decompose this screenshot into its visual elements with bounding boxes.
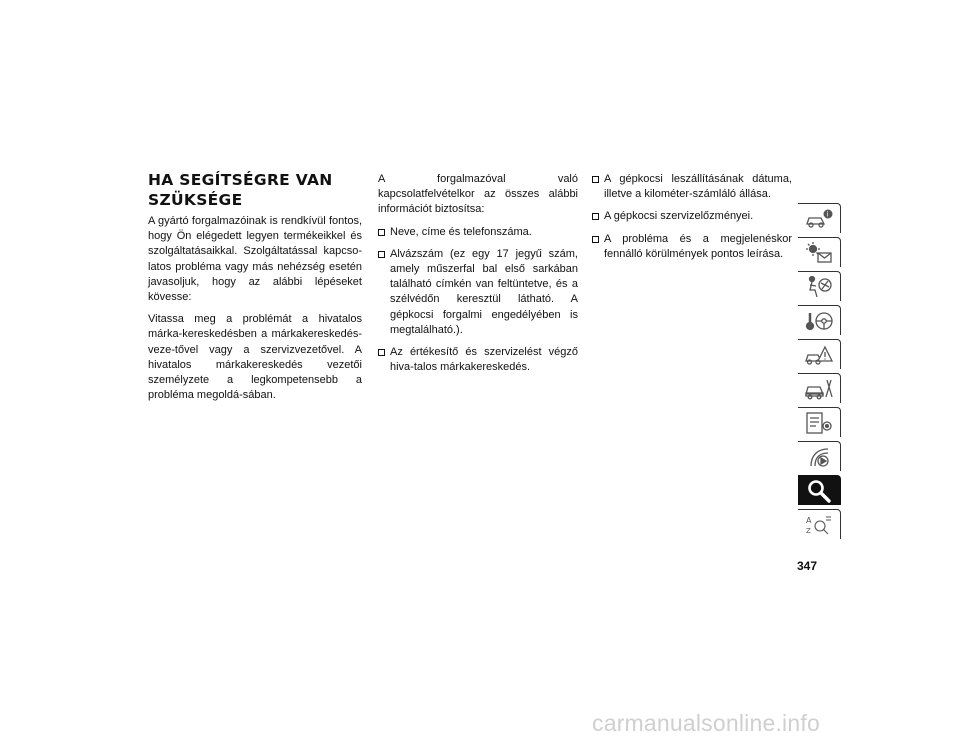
checkbox-bullet-icon xyxy=(592,236,599,243)
list-item: A gépkocsi leszállításának dátuma, illetve a kilométer-számláló állása. xyxy=(592,172,792,202)
tab-emergency[interactable] xyxy=(798,339,841,369)
column-3 xyxy=(592,172,792,269)
car-info-icon xyxy=(804,207,834,231)
intro-paragraph: A gyártó forgalmazóinak is rendkívül fontos, hogy Ön elégedett legyen termékeikkel és szolgáltatásaikkal. Szolgáltatással kapcso-latos probléma vagy más nehézség esetén javasoljuk, hogy az alábbi lépéseket kövesse: xyxy=(148,215,362,304)
tab-driving[interactable] xyxy=(798,305,841,335)
chapter-tabs xyxy=(798,203,842,543)
tab-safety[interactable] xyxy=(798,271,841,301)
svg-text:Z: Z xyxy=(806,527,811,535)
tab-service[interactable] xyxy=(798,373,841,403)
contact-intro-paragraph: A forgalmazóval való kapcsolatfelvételkor az összes alábbi információt biztosítsa: xyxy=(378,173,578,216)
tab-index[interactable] xyxy=(798,509,841,539)
list-item: A gépkocsi szervizelőzményei. xyxy=(592,209,792,224)
tab-multimedia[interactable] xyxy=(798,441,841,471)
list-item: Neve, címe és telefonszáma. xyxy=(378,225,578,240)
column-1 xyxy=(148,214,362,410)
contact-info-list xyxy=(378,225,578,376)
watermark-text: carmanualsonline.info xyxy=(592,710,820,736)
steering-wheel-icon xyxy=(804,309,834,333)
contact-info-list-continued xyxy=(592,172,792,262)
tab-customer-assistance[interactable] xyxy=(798,475,841,505)
svg-text:i: i xyxy=(826,210,829,219)
car-service-icon xyxy=(804,377,834,401)
column-2 xyxy=(378,172,578,382)
list-item: Alvázszám (ez egy 17 jegyű szám, amely műszerfal bal első sarkában található címkén van feltüntetve, és a szélvédőn keresztül látható. A gépkocsi forgalmi engedélyében is megtalálható.). xyxy=(378,247,578,338)
svg-text:A: A xyxy=(806,516,812,525)
tab-maintenance[interactable] xyxy=(798,407,841,437)
tab-car-info[interactable] xyxy=(798,203,841,233)
advice-paragraph: Vitassa meg a problémát a hivatalos márka-kereskedésben a márkakereskedés-veze-tővel vagy a szervizvezetővel. A hivatalos márkakereskedés vezetői személyzete a legkompetensebb a probléma megoldá-sában. xyxy=(148,313,362,402)
lights-message-icon xyxy=(804,241,834,265)
checkbox-bullet-icon xyxy=(378,251,385,258)
checkbox-bullet-icon xyxy=(592,176,599,183)
checkbox-bullet-icon xyxy=(592,213,599,220)
tab-lights-message[interactable] xyxy=(798,237,841,267)
multimedia-icon xyxy=(804,445,834,469)
safety-airbag-icon xyxy=(804,275,834,299)
checkbox-bullet-icon xyxy=(378,229,385,236)
list-item: Az értékesítő és szervizelést végző hiva-talos márkakereskedés. xyxy=(378,345,578,375)
index-icon xyxy=(804,513,834,537)
list-item: A probléma és a megjelenéskor fennálló körülmények pontos leírása. xyxy=(592,232,792,262)
maintenance-list-icon xyxy=(804,411,834,435)
page-number: 347 xyxy=(797,559,818,573)
checkbox-bullet-icon xyxy=(378,349,385,356)
warning-car-icon xyxy=(804,343,834,367)
section-heading: HA SEGÍTSÉGRE VAN SZÜKSÉGE xyxy=(148,171,333,209)
search-icon xyxy=(804,479,834,503)
